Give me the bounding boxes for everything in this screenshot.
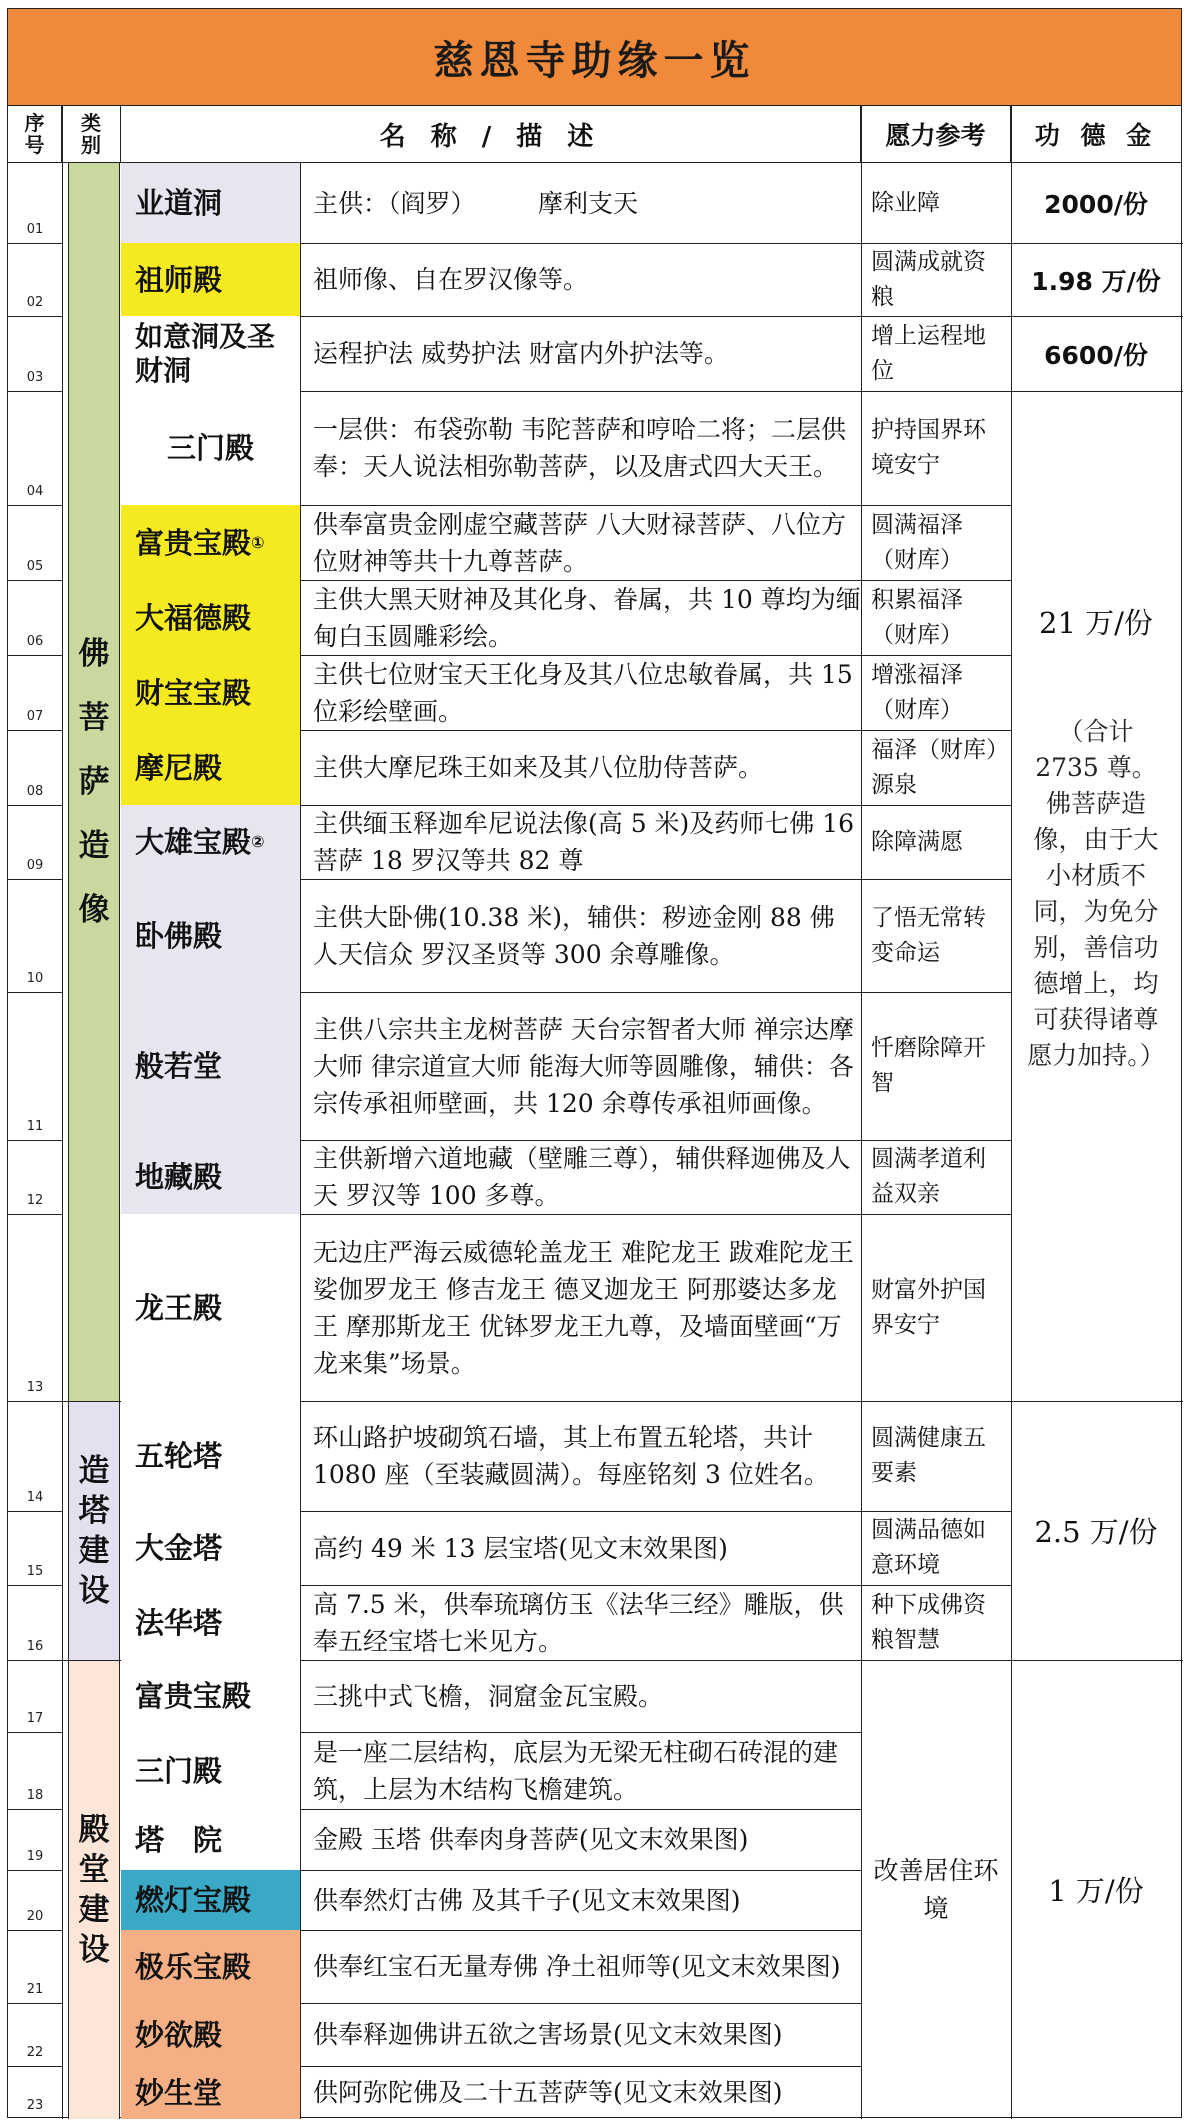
wish-reference: 增上运程地位: [871, 322, 986, 384]
category-2: [68, 1401, 120, 1660]
wish-reference: 了悟无常转变命运: [871, 904, 986, 966]
hall-name: [121, 1930, 301, 2003]
hall-name-text: 塔 院: [135, 1822, 223, 1857]
group-separator: [62, 1401, 121, 1402]
wish-reference: 福泽（财库）源泉: [871, 736, 998, 798]
hall-name-text: 富贵宝殿: [135, 1679, 252, 1713]
hall-description: 供奉然灯古佛 及其千子(见文末效果图): [313, 1885, 741, 1915]
header-name-desc: 名 称 / 描 述: [121, 106, 861, 163]
group-separator: [62, 1660, 121, 1661]
hall-name-text: 如意洞及圣财洞: [135, 319, 276, 387]
hall-name-text: 业道洞: [135, 186, 223, 220]
column-divider: [62, 106, 63, 2119]
hall-description: 运程护法 威势护法 财富内外护法等。: [313, 339, 729, 368]
row-number: 20: [26, 1909, 44, 1924]
hall-description: 环山路护坡砌筑石墙，其上布置五轮塔，共计 1080 座（至装藏圆满）。每座铭刻 3 位姓名。: [313, 1423, 829, 1489]
row-number: 08: [26, 784, 44, 799]
merit-amount: 2000/份: [1044, 190, 1148, 219]
hall-name: [121, 1214, 301, 1401]
hall-description: 三挑中式飞檐，洞窟金瓦宝殿。: [313, 1681, 664, 1711]
wish-reference: 圆满成就资粮: [871, 248, 986, 310]
hall-name: [121, 2066, 301, 2119]
hall-name-text: 大雄宝殿: [135, 825, 252, 859]
category-char: 萨: [78, 764, 110, 800]
row-number: 17: [26, 1711, 44, 1726]
hall-description: 供奉释迦佛讲五欲之害场景(见文末效果图): [313, 2020, 783, 2049]
hall-name: [121, 316, 301, 391]
hall-name: [121, 1140, 301, 1214]
hall-name: [121, 580, 301, 655]
row-number: 18: [26, 1788, 44, 1803]
hall-name: [121, 243, 301, 316]
wish-reference: 护持国界环境安宁: [871, 417, 986, 478]
donation-table: [7, 8, 1182, 2118]
category-1: [68, 163, 120, 1401]
hall-name: [121, 730, 301, 805]
hall-description: 高 7.5 米，供奉琉璃仿玉《法华三经》雕版，供奉五经宝塔七米见方。: [313, 1589, 844, 1656]
wish-reference: 除障满愿: [871, 828, 963, 855]
row-number: 15: [26, 1564, 44, 1579]
merit-amount-hall: 1 万/份: [1048, 1874, 1144, 1908]
merit-amount: 6600/份: [1044, 340, 1148, 370]
hall-name: [121, 1585, 301, 1660]
hall-description: 供奉富贵金刚虚空藏菩萨 八大财禄菩萨、八位方位财神等共十九尊菩萨。: [313, 509, 846, 576]
hall-name: [121, 1732, 301, 1809]
hall-description: 金殿 玉塔 供奉肉身菩萨(见文末效果图): [313, 1825, 749, 1854]
header-merit: 功 德 金: [1011, 106, 1181, 163]
row-number: 14: [26, 1490, 44, 1505]
hall-name: [121, 992, 301, 1140]
hall-name-text: 三门殿: [166, 431, 254, 465]
merit-value: 21 万/份: [1039, 606, 1153, 640]
hall-description: 高约 49 米 13 层宝塔(见文末效果图): [313, 1533, 728, 1563]
hall-name: [121, 655, 301, 730]
hall-description: 一层供：布袋弥勒 韦陀菩萨和哼哈二将；二层供奉：天人说法相弥勒菩萨，以及唐式四大天王。: [313, 415, 846, 481]
hall-name: [121, 505, 301, 580]
hall-name: [121, 1809, 301, 1870]
page-title: 慈恩寺助缘一览: [433, 36, 756, 84]
hall-description: 主供新增六道地藏（壁雕三尊），辅供释迦佛及人天 罗汉等 100 多尊。: [313, 1144, 851, 1210]
hall-description: 供奉红宝石无量寿佛 净土祖师等(见文末效果图): [313, 1952, 841, 1981]
title-bar: [8, 9, 1181, 106]
hall-description: 无边庄严海云威德轮盖龙王 难陀龙王 跋难陀龙王 娑伽罗龙王 修吉龙王 德叉迦龙王 阿那婆达多龙王 摩那斯龙王 优钵罗龙王九尊，及墙面壁画“万龙来集”场景。: [313, 1237, 854, 1378]
wish-reference: 增涨福泽（财库）: [871, 661, 963, 723]
category-char: 殿: [78, 1811, 110, 1848]
category-char: 佛: [78, 636, 110, 672]
column-divider: [861, 106, 862, 2119]
hall-name-text: 大金塔: [135, 1531, 223, 1565]
category-char: 塔: [78, 1492, 110, 1529]
row-number: 07: [26, 709, 44, 724]
merit-note: （合计 2735 尊。佛菩萨造像，由于大小材质不同，为免分别，善信功德增上，均可获得诸尊愿力加持。）: [1027, 717, 1165, 1070]
hall-name-text: 财宝宝殿: [135, 675, 252, 710]
category-char: 建: [78, 1891, 110, 1928]
wish-reference: 种下成佛资粮智慧: [871, 1591, 986, 1653]
hall-name: [121, 879, 301, 992]
hall-description: 是一座二层结构，底层为无梁无柱砌石砖混的建筑，上层为木结构飞檐建筑。: [313, 1737, 839, 1804]
row-number: 01: [26, 222, 44, 237]
row-number: 12: [26, 1193, 44, 1208]
merit-amount: 1.98 万/份: [1031, 266, 1161, 296]
wish-reference: 圆满健康五要素: [871, 1425, 986, 1486]
hall-name-text: 法华塔: [135, 1605, 223, 1640]
header-wish: 愿力参考: [861, 106, 1011, 163]
group-separator: [861, 1401, 1011, 1402]
hall-name: [121, 2003, 301, 2066]
category-char: 堂: [78, 1851, 110, 1888]
category-char: 造: [78, 1452, 110, 1489]
hall-name: [121, 1870, 301, 1930]
category-char: 菩: [78, 700, 110, 736]
category-char: 像: [78, 892, 110, 928]
wish-reference: 圆满孝道利益双亲: [871, 1146, 986, 1207]
hall-name-text: 极乐宝殿: [135, 1949, 252, 1984]
hall-name: [121, 1660, 301, 1732]
hall-description: 供阿弥陀佛及二十五菩萨等(见文末效果图): [313, 2078, 783, 2107]
row-number: 23: [26, 2098, 44, 2113]
row-number: 22: [26, 2045, 44, 2060]
row-number: 19: [26, 1849, 44, 1864]
hall-name-text: 五轮塔: [135, 1439, 223, 1473]
wish-reference: 除业障: [871, 189, 940, 216]
hall-name: [121, 163, 301, 243]
row-number: 11: [26, 1119, 44, 1134]
hall-name-text: 地藏殿: [135, 1160, 223, 1194]
hall-name: [121, 805, 301, 879]
merit-amount-buddha: [1011, 391, 1181, 1401]
category-char: 造: [78, 828, 110, 864]
row-number: 02: [26, 295, 44, 310]
hall-name-text: 卧佛殿: [135, 918, 223, 953]
wish-reference: 积累福泽（财库）: [871, 586, 963, 648]
category-3: [68, 1660, 120, 2119]
wish-reference: 财富外护国界安宁: [871, 1276, 986, 1338]
hall-name-text: 妙生堂: [135, 2075, 223, 2110]
hall-name-text: 摩尼殿: [135, 750, 223, 785]
hall-name-text: 妙欲殿: [135, 2017, 223, 2052]
wish-reference: 圆满品德如意环境: [871, 1517, 986, 1578]
footnote-mark: ①: [251, 532, 265, 552]
hall-name: [121, 1511, 301, 1585]
hall-description: 主供：（阎罗） 摩利支天: [313, 188, 639, 218]
hall-name-text: 龙王殿: [135, 1290, 223, 1325]
hall-name-text: 大福德殿: [135, 600, 252, 635]
hall-description: 主供八宗共主龙树菩萨 天台宗智者大师 禅宗达摩大师 律宗道宣大师 能海大师等圆雕像，辅供：各宗传承祖师壁画，共 120 余尊传承祖师画像。: [313, 1014, 854, 1118]
hall-description: 主供大黑天财神及其化身、眷属，共 10 尊均为缅甸白玉圆雕彩绘。: [313, 584, 861, 651]
footnote-mark: ②: [251, 832, 265, 851]
hall-description: 主供大卧佛(10.38 米)，辅供：秽迹金刚 88 佛 人天信众 罗汉圣贤等 300 余尊雕像。: [313, 902, 835, 969]
hall-name: [121, 391, 301, 505]
category-char: 设: [78, 1931, 110, 1968]
row-number: 04: [26, 484, 44, 499]
row-number: 09: [26, 858, 44, 873]
hall-description: 主供七位财宝天王化身及其八位忠敏眷属，共 15 位彩绘壁画。: [313, 659, 853, 726]
row-number: 05: [26, 559, 44, 574]
hall-name: [121, 1401, 301, 1511]
hall-description: 祖师像、自在罗汉像等。: [313, 265, 589, 294]
row-number: 10: [26, 971, 44, 986]
row-number: 03: [26, 370, 44, 385]
merit-amount-pagoda: 2.5 万/份: [1034, 1515, 1158, 1549]
hall-name-text: 燃灯宝殿: [135, 1883, 252, 1917]
wish-reference: 圆满福泽（财库）: [871, 511, 963, 573]
row-number: 16: [26, 1639, 44, 1654]
header-category: 类 别: [62, 106, 121, 163]
row-number: 13: [26, 1380, 44, 1395]
hall-description: 主供大摩尼珠王如来及其八位肋侍菩萨。: [313, 753, 764, 782]
hall-description: 主供缅玉释迦牟尼说法像(高 5 米)及药师七佛 16 菩萨 18 罗汉等共 82 尊: [313, 809, 855, 875]
row-number: 06: [26, 634, 44, 649]
category-char: 设: [78, 1572, 110, 1609]
hall-name-text: 三门殿: [135, 1753, 223, 1788]
hall-name-text: 般若堂: [135, 1049, 223, 1083]
wish-reference-hall: 改善居住环境: [873, 1855, 999, 1923]
category-char: 建: [78, 1532, 110, 1569]
header-seq: 序 号: [8, 106, 62, 163]
wish-reference: 忏磨除障开智: [871, 1035, 986, 1096]
row-number: 21: [26, 1982, 44, 1997]
hall-name-text: 富贵宝殿: [135, 525, 252, 560]
hall-name-text: 祖师殿: [135, 262, 223, 297]
